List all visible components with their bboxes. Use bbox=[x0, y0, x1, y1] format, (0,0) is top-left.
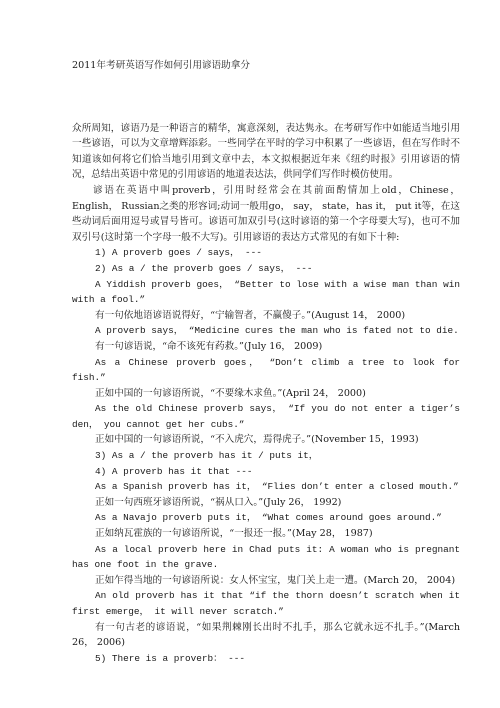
paragraph: 5) There is a proverb： --- bbox=[95, 652, 246, 664]
paragraph: A proverb says， “Medicine cures the man who is fated not to die. bbox=[95, 325, 459, 337]
paragraph: 有一句谚语说，“命不该死有药救。”(July 16， 2009) bbox=[95, 340, 323, 352]
document-body bbox=[72, 121, 466, 667]
paragraph: 有一句依地语谚语说得好，“宁输智者，不赢傻子。”(August 14， 2000) bbox=[95, 309, 406, 321]
paragraph: 1) A proverb goes / says， --- bbox=[95, 247, 262, 259]
paragraph: As a Navajo proverb puts it， “What comes around goes around.” bbox=[95, 512, 442, 524]
document-title: 2011年考研英语写作如何引用谚语助拿分 bbox=[72, 60, 250, 71]
paragraph: 众所周知，谚语乃是一种语言的精华，寓意深刻，表达隽永。在考研写作中如能适当地引用一些谚语，可以为文章增辉添彩。一些同学在平时的学习中积累了一些谚语，但在写作时不知道该如何将它们恰当地引用到文章中去，本文拟根据近年来《纽约时报》引用谚语的情况，总结出英语中常见的引用谚语的地道表达法，供同学们写作时模仿使用。 bbox=[72, 122, 460, 181]
paragraph: As the old Chinese proverb says， “If you do not enter a tiger’s den， you cannot get her cubs.” bbox=[72, 403, 466, 430]
paragraph: 正如纳瓦霍族的一句谚语所说，“一报还一报。”(May 28， 1987) bbox=[95, 528, 373, 540]
paragraph: 正如中国的一句谚语所说，“不入虎穴，焉得虎子。”(November 15，1993) bbox=[95, 434, 419, 446]
paragraph: A Yiddish proverb goes， “Better to lose with a wise man than win with a fool.” bbox=[72, 278, 466, 306]
paragraph: As a Chinese proverb goes， “Don’t climb a tree to look for fish.” bbox=[72, 356, 466, 384]
paragraph: As a local proverb here in Chad puts it: A woman who is pregnant has one foot in the grave. bbox=[72, 543, 466, 571]
paragraph: 谚语在英语中叫proverb，引用时经常会在其前面酌情加上old，Chinese， English， Russian之类的形容词;动词一般用go， say， state，has it， put it等，在这些动词后面用逗号或冒号皆可。谚语可加双引号(这时谚语的第一个字母要大写)，也可不加双引号(这时第一个字母一般不大写)。引用谚语的表达方式常见的有如下十种: bbox=[72, 184, 464, 243]
paragraph: 有一句古老的谚语说，“如果荆棘刚长出时不扎手，那么它就永远不扎手。”(March 26， 2006) bbox=[72, 621, 464, 649]
paragraph: 4) A proverb has it that --- bbox=[95, 465, 253, 477]
paragraph: 正如乍得当地的一句谚语所说：女人怀宝宝，鬼门关上走一遭。(March 20， 2004) bbox=[95, 574, 456, 586]
paragraph: An old proverb has it that “if the thorn doesn’t scratch when it first emerge， it will never scratch.” bbox=[72, 590, 466, 617]
paragraph: 正如一句西班牙谚语所说，“祸从口入。”(July 26， 1992) bbox=[95, 496, 342, 508]
paragraph: 2) As a / the proverb goes / says， --- bbox=[95, 262, 313, 274]
paragraph: 3) As a / the proverb has it / puts it， bbox=[95, 450, 319, 462]
paragraph: 正如中国的一句谚语所说，“不要缘木求鱼。”(April 24， 2000) bbox=[95, 387, 366, 399]
paragraph: As a Spanish proverb has it， “Flies don’t enter a closed mouth.” bbox=[95, 481, 459, 493]
